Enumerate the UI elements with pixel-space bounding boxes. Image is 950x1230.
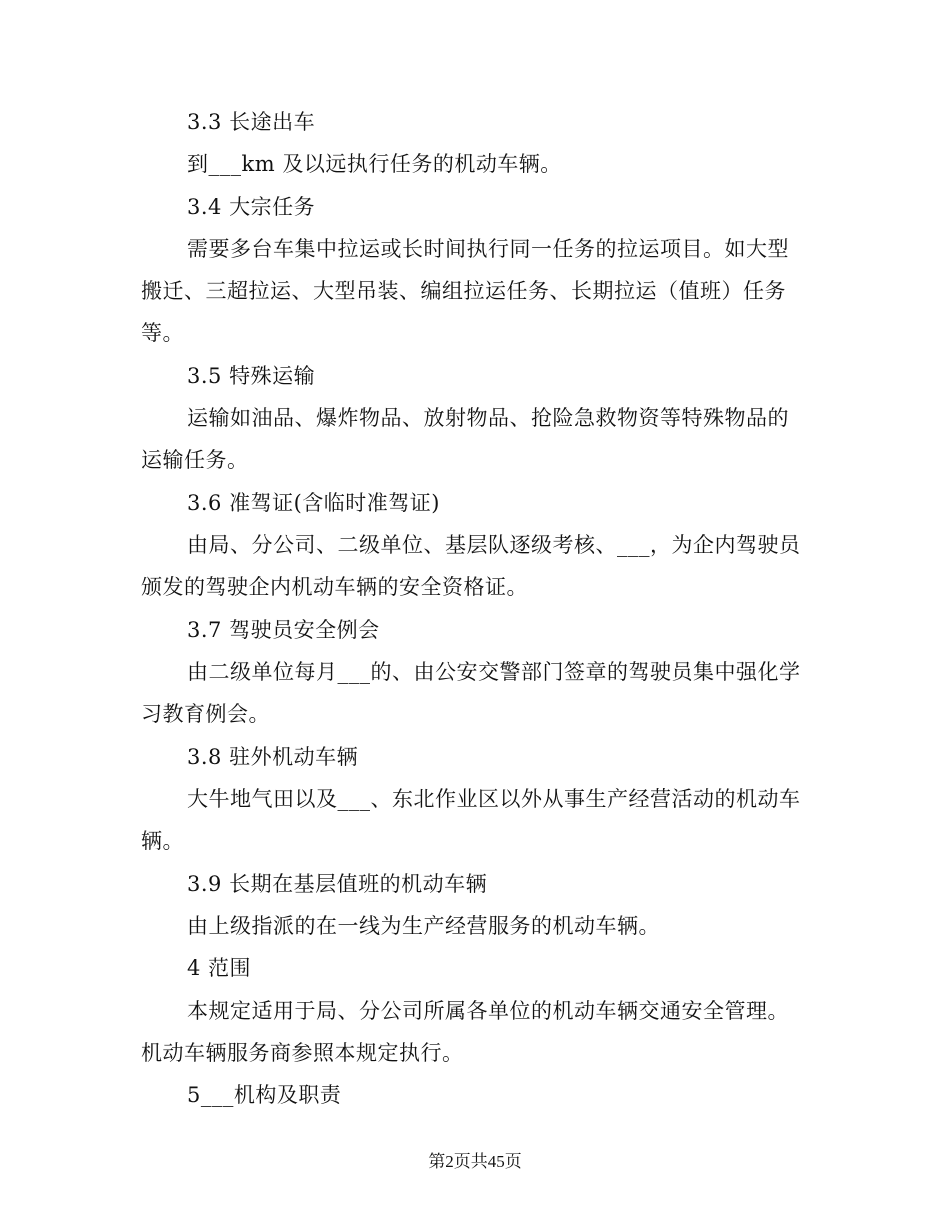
section-heading: 3.5 特殊运输 — [187, 364, 316, 388]
paragraph-line: 由局、分公司、二级单位、基层队逐级考核、___，为企内驾驶员 — [187, 533, 801, 557]
page-number-footer: 第2页共45页 — [428, 1152, 522, 1171]
section-heading: 3.9 长期在基层值班的机动车辆 — [187, 872, 488, 896]
section-heading: 3.8 驻外机动车辆 — [187, 745, 359, 769]
section-heading: 5___机构及职责 — [187, 1083, 342, 1107]
paragraph-line: 机动车辆服务商参照本规定执行。 — [141, 1041, 464, 1065]
section-heading: 3.4 大宗任务 — [187, 195, 316, 219]
paragraph-line: 大牛地气田以及___、东北作业区以外从事生产经营活动的机动车 — [187, 787, 801, 811]
paragraph-line: 由上级指派的在一线为生产经营服务的机动车辆。 — [187, 914, 660, 938]
paragraph-line: 需要多台车集中拉运或长时间执行同一任务的拉运项目。如大型 — [187, 237, 789, 261]
paragraph-line: 等。 — [141, 321, 184, 345]
paragraph-line: 到___km 及以远执行任务的机动车辆。 — [187, 152, 562, 176]
section-heading: 3.6 准驾证(含临时准驾证) — [187, 491, 440, 515]
section-heading: 3.7 驾驶员安全例会 — [187, 618, 380, 642]
paragraph-line: 本规定适用于局、分公司所属各单位的机动车辆交通安全管理。 — [187, 999, 789, 1023]
paragraph-line: 辆。 — [141, 829, 184, 853]
paragraph-line: 搬迁、三超拉运、大型吊装、编组拉运任务、长期拉运（值班）任务 — [141, 279, 786, 303]
paragraph-line: 运输任务。 — [141, 448, 249, 472]
paragraph-line: 由二级单位每月___的、由公安交警部门签章的驾驶员集中强化学 — [187, 660, 801, 684]
section-heading: 4 范围 — [187, 956, 252, 980]
paragraph-line: 运输如油品、爆炸物品、放射物品、抢险急救物资等特殊物品的 — [187, 406, 789, 430]
section-heading: 3.3 长途出车 — [187, 110, 316, 134]
paragraph-line: 颁发的驾驶企内机动车辆的安全资格证。 — [141, 575, 528, 599]
paragraph-line: 习教育例会。 — [141, 702, 270, 726]
